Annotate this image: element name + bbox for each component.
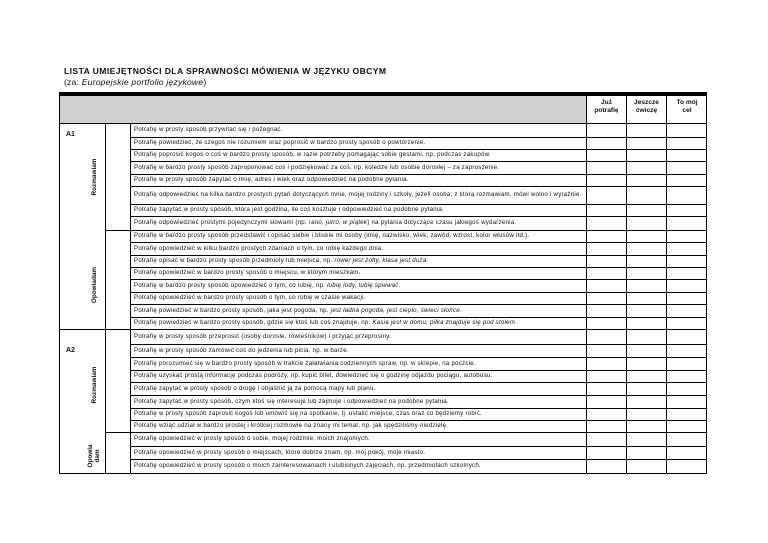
checkbox-cell-my-goal[interactable] (666, 370, 707, 382)
skill-description (134, 191, 582, 199)
skill-text: Potrafię w prosty sposób zaprosić kogoś lub umówić się na spotkanie, tj. ustalić miejsce, czas oraz co będziemy robić. (134, 410, 482, 417)
skill-text: Potrafię opowiedzieć w bardzo prosty sposób o miejscu, w którym mieszkam. (134, 269, 361, 276)
checkbox-cell-my-goal[interactable] (666, 230, 707, 242)
checkbox-cell-my-goal[interactable] (666, 174, 707, 186)
checkbox-cell-my-goal[interactable] (666, 216, 707, 230)
skill-example: jest ładna pogoda, jest ciepło, świeci słońce (330, 306, 460, 314)
level-label-a2: A2 (66, 347, 75, 354)
checkbox-cell-still-practising[interactable] (626, 408, 666, 420)
skill-description (134, 398, 449, 406)
skill-row (131, 329, 586, 344)
skill-text: Potrafię zapytać w prosty sposób, czym ktoś się interesuje lub zajmuje i odpowiedzieć na podobne pytania. (134, 397, 449, 405)
checkbox-cell-still-practising[interactable] (626, 329, 666, 344)
skill-description (134, 347, 349, 355)
checkbox-cell-still-practising[interactable] (626, 255, 666, 267)
skill-text: Potrafię powiedzieć w bardzo prosty sposób, gdzie się ktoś lub coś znajduje, np. (134, 319, 373, 326)
checkbox-cell-my-goal[interactable] (666, 149, 707, 161)
checkbox-cell-my-goal[interactable] (666, 204, 707, 216)
checkbox-column-divider (626, 96, 627, 474)
skill-text-end: . (515, 319, 518, 326)
skill-example: rano, jutro, w piątek (308, 219, 368, 226)
skill-text: Potrafię w bardzo prosty sposób zaproponować coś i podziękować za coś, np. koledze lub osobie dorosłej – za zaproszenie. (134, 163, 500, 171)
skill-description (134, 139, 425, 147)
checkbox-cell-my-goal[interactable] (666, 420, 707, 432)
checkbox-cell-already-can[interactable] (586, 123, 626, 137)
skill-row (131, 382, 586, 395)
checkbox-cell-still-practising[interactable] (626, 230, 666, 242)
skill-description (134, 282, 401, 290)
skill-text: Potrafię w prosty sposób przeprosić (osoby dorosłe, rówieśników) i przyjąć przeprosiny. (134, 332, 392, 340)
skill-description (134, 422, 448, 430)
skill-text: Potrafię powiedzieć, że czegoś nie rozumiem oraz poprosić w bardzo prosty sposób o powtórzenie. (134, 139, 426, 146)
skill-text: Potrafię porozumieć się w bardzo prosty sposób w trakcie załatwiania codziennych spraw, np. w sklepie, na poczcie. (134, 359, 476, 367)
checkbox-cell-my-goal[interactable] (666, 329, 707, 344)
checkbox-cell-already-can[interactable] (586, 317, 626, 329)
skill-row (131, 304, 586, 317)
skill-text: Potrafię zapytać w prosty sposób o drogę i objaśnić ją za pomocą mapy lub planu. (134, 384, 376, 392)
skill-row (131, 459, 586, 473)
skill-row (131, 255, 586, 267)
checkbox-cell-my-goal[interactable] (666, 123, 707, 137)
checkbox-cell-still-practising[interactable] (626, 344, 666, 357)
checkbox-cell-my-goal[interactable] (666, 395, 707, 408)
skill-row (131, 267, 586, 279)
skill-row (131, 432, 586, 446)
checkbox-cell-already-can[interactable] (586, 420, 626, 432)
checkbox-cell-already-can[interactable] (586, 459, 626, 473)
checkbox-cell-my-goal[interactable] (666, 459, 707, 473)
checkbox-cell-my-goal[interactable] (666, 408, 707, 420)
skill-description (134, 462, 481, 470)
skill-description (134, 435, 370, 443)
checkbox-cell-still-practising[interactable] (626, 370, 666, 382)
skill-description (134, 385, 376, 393)
checkbox-cell-still-practising[interactable] (626, 267, 666, 279)
checkbox-cell-still-practising[interactable] (626, 420, 666, 432)
checkbox-cell-already-can[interactable] (586, 370, 626, 382)
checkbox-cell-my-goal[interactable] (666, 137, 707, 149)
skill-text: Potrafię opowiedzieć w prosty sposób o miejscach, które dobrze znam, np. mój pokój, moje miasto. (134, 448, 426, 456)
skill-row (131, 149, 586, 161)
checkbox-cell-already-can[interactable] (586, 344, 626, 357)
table-header-blank (60, 96, 586, 123)
skill-description (134, 360, 476, 368)
group-label-a1-telling: Opowiadam (91, 266, 98, 304)
column-header-my-goal: To mój cel (666, 96, 707, 123)
checkbox-cell-already-can[interactable] (586, 174, 626, 186)
skill-description (134, 333, 391, 341)
skill-description (134, 294, 366, 302)
skill-text: Potrafię w prosty sposób zamówić coś do jedzenia lub picia, np. w barze. (134, 346, 349, 354)
skill-text: Potrafię opowiedzieć w prosty sposób o moich zainteresowaniach i ulubionych zajęciach, np. przedmiotach szkolnych. (134, 462, 481, 469)
checkbox-cell-already-can[interactable] (586, 395, 626, 408)
checkbox-cell-still-practising[interactable] (626, 149, 666, 161)
skill-row (131, 395, 586, 408)
checkbox-cell-still-practising[interactable] (626, 216, 666, 230)
skill-text: Potrafię zapytać w prosty sposób, która jest godzina, ile coś kosztuje i odpowiedzieć na podobne pytania. (134, 206, 445, 213)
checkbox-column-divider (586, 96, 587, 474)
column-header-still-practising: Jeszcze ćwiczę (626, 96, 666, 123)
checkbox-cell-still-practising[interactable] (626, 432, 666, 446)
checkbox-cell-already-can[interactable] (586, 186, 626, 204)
skill-text: Potrafię opowiedzieć w prosty sposób o sobie, mojej rodzinie, moich znajomych. (134, 435, 370, 442)
checkbox-cell-my-goal[interactable] (666, 304, 707, 317)
skill-row (131, 408, 586, 420)
checkbox-cell-my-goal[interactable] (666, 267, 707, 279)
skill-text: Potrafię uzyskać prostą informację podczas podróży, np. kupić bilet, dowiedzieć się o godzinę odjazdu pociągu, autobusu. (134, 372, 493, 379)
checkbox-cell-still-practising[interactable] (626, 395, 666, 408)
skill-text: Potrafię odpowiedzieć prostymi pojedynczymi słowami (np. (134, 219, 309, 226)
checkbox-cell-still-practising[interactable] (626, 304, 666, 317)
skill-example: lubię lody, lubię śpiewać (327, 281, 399, 289)
skill-row (131, 420, 586, 432)
skill-row (131, 292, 586, 304)
checkbox-cell-still-practising[interactable] (626, 137, 666, 149)
skill-description (134, 307, 462, 315)
skill-example: Kasia jest w domu, piłka znajduje się pod stołem (372, 319, 516, 326)
skill-description (134, 206, 444, 214)
checkbox-cell-already-can[interactable] (586, 267, 626, 279)
group-label-a2-conversation: Rozmawiam (91, 366, 98, 404)
skill-description (134, 257, 428, 265)
skill-description (134, 449, 425, 457)
skill-text: Potrafię powiedzieć w bardzo prosty sposób, jaka jest pogoda, np. (134, 306, 331, 314)
skill-text: Potrafię poprosić kogoś o coś w bardzo prosty sposób, w razie potrzeby pomagając sobie gestami, np. podczas zakupów. (134, 151, 491, 158)
skill-description (134, 410, 482, 418)
skill-row (131, 242, 586, 255)
document-subtitle: (za: Europejskie portfolio językowe) (64, 77, 207, 87)
source-title: Europejskie portfolio językowe (81, 77, 204, 87)
checkbox-cell-still-practising[interactable] (626, 459, 666, 473)
level-column-divider (105, 123, 106, 474)
checkbox-cell-still-practising[interactable] (626, 186, 666, 204)
checkbox-cell-already-can[interactable] (586, 216, 626, 230)
skill-description (134, 269, 361, 277)
skill-description (134, 245, 383, 253)
checkbox-cell-already-can[interactable] (586, 304, 626, 317)
skill-text: Potrafię odpowiedzieć na kilka bardzo prostych pytań dotyczących mnie, mojej rodziny i szkoły, jeżeli osoba, z którą rozmawiam, mówi wolno i wyraźnie. (134, 191, 582, 198)
checkbox-cell-already-can[interactable] (586, 446, 626, 459)
checkbox-cell-still-practising[interactable] (626, 382, 666, 395)
checkbox-cell-my-goal[interactable] (666, 292, 707, 304)
skill-text: Potrafię opowiedzieć w kilku bardzo prostych zdaniach o tym, co robię każdego dnia. (134, 244, 384, 252)
checkbox-cell-already-can[interactable] (586, 204, 626, 216)
checkbox-cell-my-goal[interactable] (666, 255, 707, 267)
skill-row (131, 123, 586, 137)
skill-text: Potrafię opisać w bardzo prosty sposób przedmioty lub miejsca, np. (134, 257, 335, 264)
skill-row (131, 137, 586, 149)
skill-row (131, 230, 586, 242)
checkbox-cell-still-practising[interactable] (626, 279, 666, 292)
skill-description (134, 151, 491, 159)
skill-row (131, 186, 586, 204)
checkbox-column-divider (666, 96, 667, 474)
checkbox-cell-my-goal[interactable] (666, 317, 707, 329)
checkbox-cell-my-goal[interactable] (666, 432, 707, 446)
checkbox-cell-already-can[interactable] (586, 292, 626, 304)
checkbox-cell-my-goal[interactable] (666, 382, 707, 395)
skill-text: Potrafię opowiedzieć w bardzo prosty sposób o tym, co robię w czasie wakacji. (134, 294, 366, 301)
checkbox-cell-already-can[interactable] (586, 149, 626, 161)
checkbox-cell-my-goal[interactable] (666, 242, 707, 255)
checkbox-cell-still-practising[interactable] (626, 242, 666, 255)
checkbox-cell-my-goal[interactable] (666, 279, 707, 292)
skill-description (134, 126, 283, 134)
checkbox-cell-still-practising[interactable] (626, 123, 666, 137)
checkbox-cell-already-can[interactable] (586, 242, 626, 255)
skill-text: Potrafię w prosty sposób zapytać o imię, adres i wiek oraz odpowiedzieć na podobne pytania. (134, 176, 409, 183)
skill-text: Potrafię wziąć udział w bardzo prostej i krótkiej rozmowie na znany mi temat, np. jak spędziliśmy niedzielę. (134, 422, 449, 429)
skill-text: Potrafię w bardzo prosty sposób opowiedzieć o tym, co lubię, np. (134, 281, 328, 289)
checkbox-cell-already-can[interactable] (586, 329, 626, 344)
checkbox-cell-already-can[interactable] (586, 408, 626, 420)
checkbox-cell-still-practising[interactable] (626, 317, 666, 329)
checkbox-cell-already-can[interactable] (586, 432, 626, 446)
checkbox-cell-still-practising[interactable] (626, 174, 666, 186)
skill-text: Potrafię w bardzo prosty sposób przedstawić i opisać siebie i bliskie mi osoby (imię, nazwisko, wiek, zawód, wzrost, kolor włosów itd.). (134, 232, 530, 239)
group-label-a1-conversation: Rozmawiam (91, 158, 98, 196)
skill-description (134, 232, 529, 240)
checkbox-cell-already-can[interactable] (586, 137, 626, 149)
checkbox-cell-already-can[interactable] (586, 230, 626, 242)
skill-row (131, 370, 586, 382)
skill-text: Potrafię w prosty sposób przywitać się i pożegnać. (134, 126, 283, 133)
checkbox-cell-still-practising[interactable] (626, 161, 666, 174)
skill-text-end: ) na pytania dotyczące czasu jakiegoś wydarzenia. (367, 219, 517, 226)
skill-description (134, 176, 409, 184)
skill-description (134, 319, 517, 327)
level-label-a1: A1 (66, 131, 75, 138)
skill-description (134, 372, 492, 380)
checkbox-cell-still-practising[interactable] (626, 292, 666, 304)
checkbox-cell-my-goal[interactable] (666, 161, 707, 174)
checkbox-cell-still-practising[interactable] (626, 357, 666, 370)
checkbox-cell-already-can[interactable] (586, 382, 626, 395)
skill-row (131, 357, 586, 370)
checkbox-cell-still-practising[interactable] (626, 446, 666, 459)
checkbox-cell-my-goal[interactable] (666, 186, 707, 204)
checkbox-cell-already-can[interactable] (586, 161, 626, 174)
document-title: LISTA UMIEJĘTNOŚCI DLA SPRAWNOŚCI MÓWIENIA W JĘZYKU OBCYM (64, 66, 387, 76)
skill-row (131, 279, 586, 292)
group-label-a2-telling: Opowia dam (87, 444, 101, 468)
checkbox-cell-my-goal[interactable] (666, 344, 707, 357)
skill-row (131, 204, 586, 216)
skill-row (131, 446, 586, 459)
skill-text-end: . (459, 306, 462, 314)
skill-row (131, 216, 586, 230)
checkbox-cell-my-goal[interactable] (666, 446, 707, 459)
checkbox-cell-already-can[interactable] (586, 357, 626, 370)
checkbox-cell-still-practising[interactable] (626, 204, 666, 216)
column-header-already-can: Już potrafię (586, 96, 626, 123)
skill-text-end: . (398, 281, 401, 289)
checkbox-cell-already-can[interactable] (586, 279, 626, 292)
skill-row (131, 161, 586, 174)
skill-description (134, 219, 516, 227)
skill-row (131, 344, 586, 357)
checkbox-cell-already-can[interactable] (586, 255, 626, 267)
skill-row (131, 317, 586, 329)
skill-example: rower jest żółty, klasa jest duża (334, 257, 427, 264)
skill-description (134, 164, 499, 172)
skill-text-end: . (426, 257, 429, 264)
checkbox-cell-my-goal[interactable] (666, 357, 707, 370)
skill-row (131, 174, 586, 186)
